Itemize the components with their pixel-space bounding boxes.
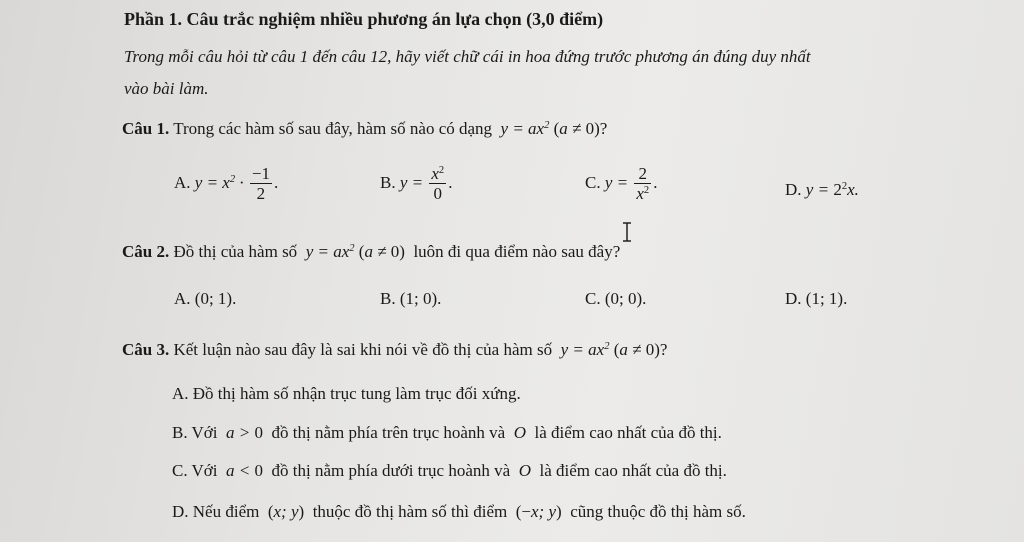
q1-option-b[interactable]: B. y = $\frac{x^2}{0}$ . bbox=[380, 164, 453, 203]
q3-option-a[interactable] bbox=[172, 385, 521, 402]
q1-option-b-fraction: $\frac{x^2}{0}$ bbox=[431, 164, 445, 203]
question-1-text: Trong các hàm số sau đây, hàm số nào có dạng bbox=[173, 119, 493, 138]
q1-option-a[interactable]: A. $y = x^2$ · $\frac{-1}{2}$ . bbox=[174, 164, 279, 203]
text-cursor-icon bbox=[621, 222, 633, 242]
instruction-line-1: Trong mỗi câu hỏi từ câu 1 đến câu 12, hãy viết chữ cái in hoa đứng trước phương án đúng duy nhất bbox=[124, 47, 811, 66]
q2-option-b-value: (1; 0). bbox=[399, 289, 442, 308]
q2-option-c-letter: C. bbox=[585, 289, 601, 308]
q1-option-c[interactable]: C. y = $\frac{2}{x^2}$ . bbox=[585, 164, 658, 203]
q3-option-c[interactable]: C. Với a < 0 đồ thị nằm phía dưới trục hoành và O là điểm cao nhất của đồ thị. bbox=[172, 461, 727, 480]
q3-option-b-prefix: B. Với bbox=[172, 423, 218, 442]
instruction-line-2: vào bài làm. bbox=[124, 79, 209, 98]
question-1-suffix: ? bbox=[599, 119, 608, 138]
question-2-formula: $y = ax^2$ (a ≠ 0) bbox=[301, 242, 405, 261]
question-3-formula: $y = ax^2$ (a ≠ 0) bbox=[556, 340, 660, 359]
q2-option-c[interactable] bbox=[585, 290, 646, 307]
q3-option-b-end: là điểm cao nhất của đồ thị. bbox=[534, 423, 722, 442]
q2-option-d-letter: D. bbox=[785, 289, 802, 308]
q3-option-d-prefix: D. Nếu điểm bbox=[172, 502, 260, 521]
question-1 bbox=[122, 120, 607, 137]
question-3-text: Kết luận nào sau đây là sai khi nói về đồ thị của hàm số bbox=[173, 340, 553, 359]
question-2-label: Câu 2. bbox=[122, 242, 170, 261]
q3-option-c-condition: a < 0 bbox=[221, 461, 264, 480]
q3-option-d-text: thuộc đồ thị hàm số thì điểm bbox=[312, 502, 508, 521]
q3-option-d-point2: (−x; y) bbox=[515, 502, 562, 521]
q2-option-a-value: (0; 1). bbox=[194, 289, 237, 308]
q1-option-a-letter: A. bbox=[174, 173, 191, 193]
q2-option-d[interactable] bbox=[785, 290, 847, 307]
question-2 bbox=[122, 243, 620, 260]
q1-option-c-letter: C. bbox=[585, 173, 601, 193]
q2-option-a-letter: A. bbox=[174, 289, 191, 308]
question-3-label: Câu 3. bbox=[122, 340, 170, 359]
q3-option-b-condition: a > 0 bbox=[221, 423, 264, 442]
q2-option-c-value: (0; 0). bbox=[604, 289, 647, 308]
q1-option-d-letter: D. bbox=[785, 180, 802, 199]
q3-option-d-point1: (x; y) bbox=[267, 502, 305, 521]
q3-option-a-text: A. Đồ thị hàm số nhận trục tung làm trục đối xứng. bbox=[172, 384, 521, 403]
q2-option-b-letter: B. bbox=[380, 289, 396, 308]
q1-option-c-fraction: $\frac{2}{x^2}$ bbox=[636, 164, 650, 203]
q2-option-d-value: (1; 1). bbox=[805, 289, 848, 308]
q3-option-c-end: là điểm cao nhất của đồ thị. bbox=[539, 461, 727, 480]
q3-option-b[interactable]: B. Với a > 0 đồ thị nằm phía trên trục hoành và O là điểm cao nhất của đồ thị. bbox=[172, 423, 722, 442]
q3-option-d[interactable] bbox=[172, 503, 746, 520]
q1-option-a-fraction: $\frac{-1}{2}$ bbox=[251, 164, 270, 203]
question-3 bbox=[122, 341, 667, 358]
question-2-text-after: luôn đi qua điểm nào sau đây? bbox=[413, 242, 621, 261]
q3-option-d-end: cũng thuộc đồ thị hàm số. bbox=[570, 502, 746, 521]
section-title: Phần 1. Câu trắc nghiệm nhiều phương án lựa chọn (3,0 điểm) bbox=[124, 9, 604, 29]
q3-option-c-prefix: C. Với bbox=[172, 461, 218, 480]
question-1-formula: $y = ax^2$ (a ≠ 0) bbox=[496, 119, 600, 138]
question-1-label: Câu 1. bbox=[122, 119, 170, 138]
q3-option-b-text: đồ thị nằm phía trên trục hoành và bbox=[271, 423, 506, 442]
q2-option-a[interactable] bbox=[174, 290, 236, 307]
q3-option-c-text: đồ thị nằm phía dưới trục hoành và bbox=[271, 461, 511, 480]
q1-option-d[interactable]: D. $y = 2^2x$. bbox=[785, 180, 859, 199]
question-3-suffix: ? bbox=[659, 340, 668, 359]
q2-option-b[interactable] bbox=[380, 290, 441, 307]
question-2-text-before: Đồ thị của hàm số bbox=[173, 242, 298, 261]
q1-option-b-letter: B. bbox=[380, 173, 396, 193]
